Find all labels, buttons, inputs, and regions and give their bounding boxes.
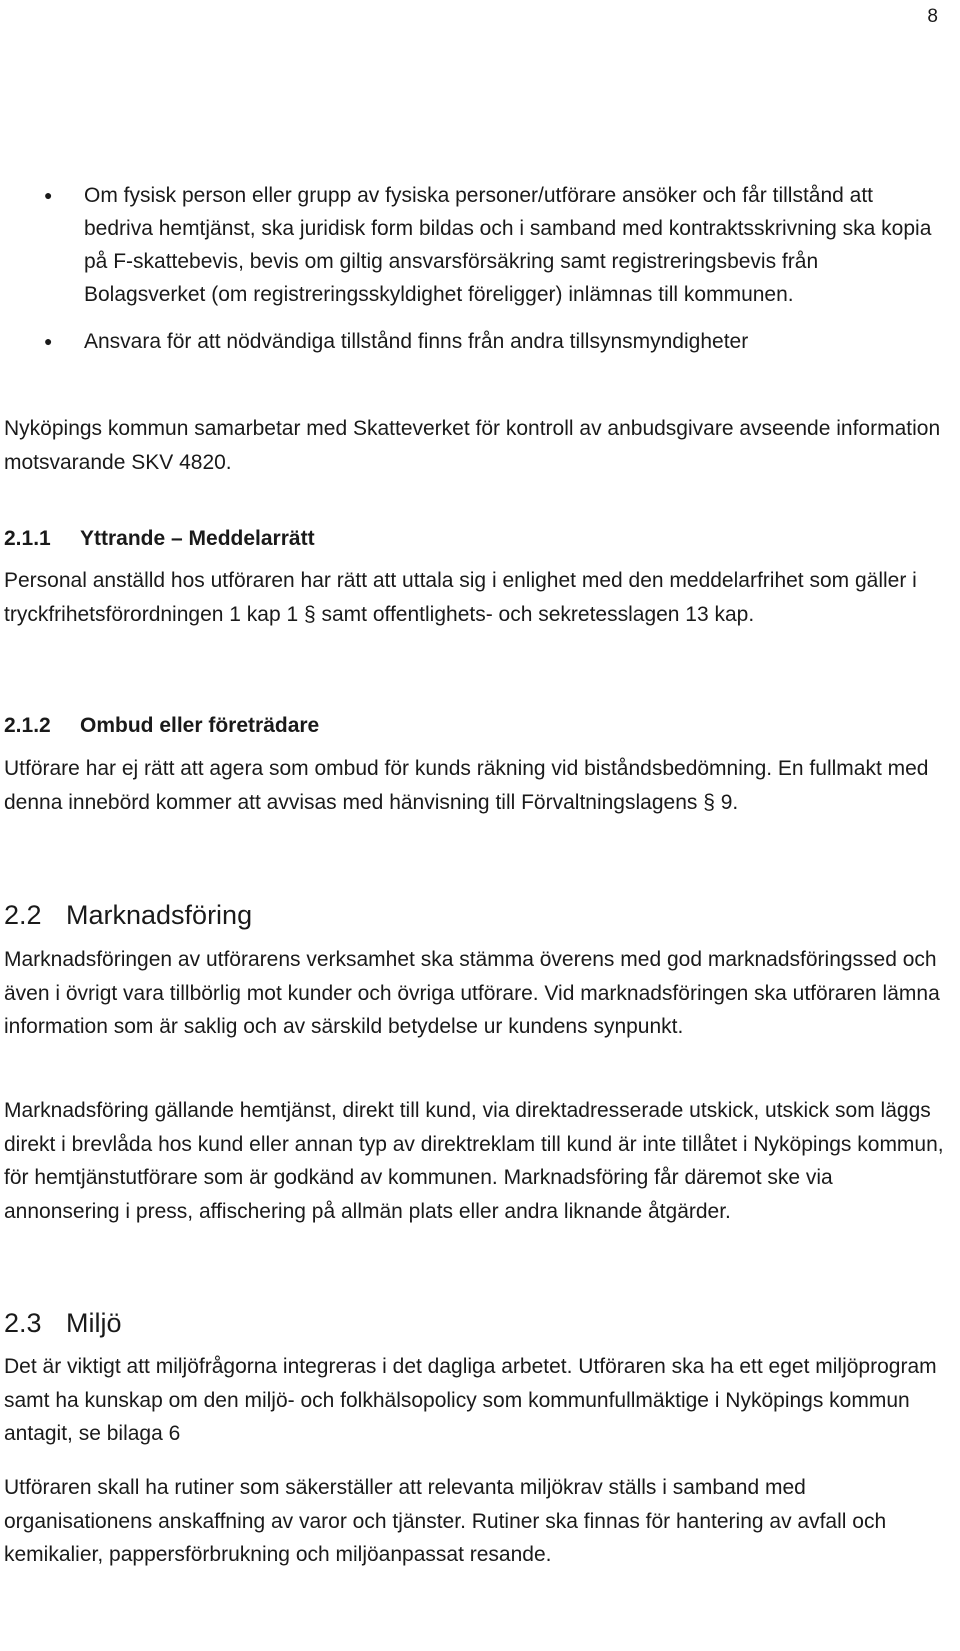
bullet-icon: ●: [44, 187, 53, 203]
heading-number: 2.1.1: [4, 527, 51, 550]
list-item-text: Ansvara för att nödvändiga tillstånd finns från andra tillsynsmyndigheter: [84, 330, 749, 353]
paragraph-marknadsforing-1: Marknadsföringen av utförarens verksamhet ska stämma överens med god marknadsföringssed och även i övrigt vara tillbörlig mot kunder och övriga utförare. Vid marknadsföringen ska utföraren lämna information som är saklig och av särskild betydelse ur kundens synpunkt.: [4, 948, 940, 1038]
heading-number: 2.3: [4, 1308, 42, 1338]
heading-number: 2.1.2: [4, 714, 51, 737]
paragraph-ombud: Utförare har ej rätt att agera som ombud för kunds räkning vid biståndsbedömning. En fullmakt med denna innebörd kommer att avvisas med hänvisning till Förvaltningslagens § 9.: [4, 757, 929, 814]
heading-title: Yttrande – Meddelarrätt: [80, 527, 315, 550]
heading-2-3: [4, 1308, 122, 1339]
bullet-list: [44, 179, 944, 358]
heading-title: Miljö: [66, 1308, 122, 1338]
list-item: [44, 325, 944, 358]
heading-title: Ombud eller företrädare: [80, 714, 320, 737]
paragraph-marknadsforing-2: Marknadsföring gällande hemtjänst, direkt till kund, via direktadresserade utskick, utskick som läggs direkt i brevlåda hos kund eller annan typ av direktreklam till kund är inte tillåtet i Nyköpings kommun, för hemtjänstutförare som är godkänd av kommunen. Marknadsföring får däremot ske via annonsering i press, affischering på allmän plats eller andra liknande åtgärder.: [4, 1099, 944, 1223]
paragraph-miljo-2: Utföraren skall ha rutiner som säkerställer att relevanta miljökrav ställs i samband med organisationens anskaffning av varor och tjänster. Rutiner ska finnas för hantering av avfall och kemikalier, pappersförbrukning och miljöanpassat resande.: [4, 1476, 887, 1566]
heading-number: 2.2: [4, 900, 42, 930]
heading-title: Marknadsföring: [66, 900, 253, 930]
heading-2-1-2: [4, 714, 319, 738]
paragraph-meddelarratt: Personal anställd hos utföraren har rätt att uttala sig i enlighet med den meddelarfrihet som gäller i tryckfrihetsförordningen 1 kap 1 § samt offentlighets- och sekretesslagen 13 kap.: [4, 569, 917, 626]
list-item: [44, 179, 944, 311]
paragraph-miljo-1: Det är viktigt att miljöfrågorna integreras i det dagliga arbetet. Utföraren ska ha ett eget miljöprogram samt ha kunskap om den miljö- och folkhälsopolicy som kommunfullmäktige i Nyköpings kommun antagit, se bilaga 6: [4, 1355, 937, 1445]
paragraph-skv: Nyköpings kommun samarbetar med Skatteverket för kontroll av anbudsgivare avseende information motsvarande SKV 4820.: [4, 417, 941, 474]
list-item-text: Om fysisk person eller grupp av fysiska personer/utförare ansöker och får tillstånd att bedriva hemtjänst, ska juridisk form bildas och i samband med kontraktsskrivning ska kopia på F-skattebevis, bevis om giltig ansvarsförsäkring samt registreringsbevis från Bolagsverket (om registreringsskyldighet föreligger) inlämnas till kommunen.: [84, 184, 932, 306]
page-number: 8: [927, 6, 938, 27]
bullet-icon: ●: [44, 333, 53, 349]
heading-2-2: [4, 900, 252, 931]
heading-2-1-1: [4, 527, 315, 551]
